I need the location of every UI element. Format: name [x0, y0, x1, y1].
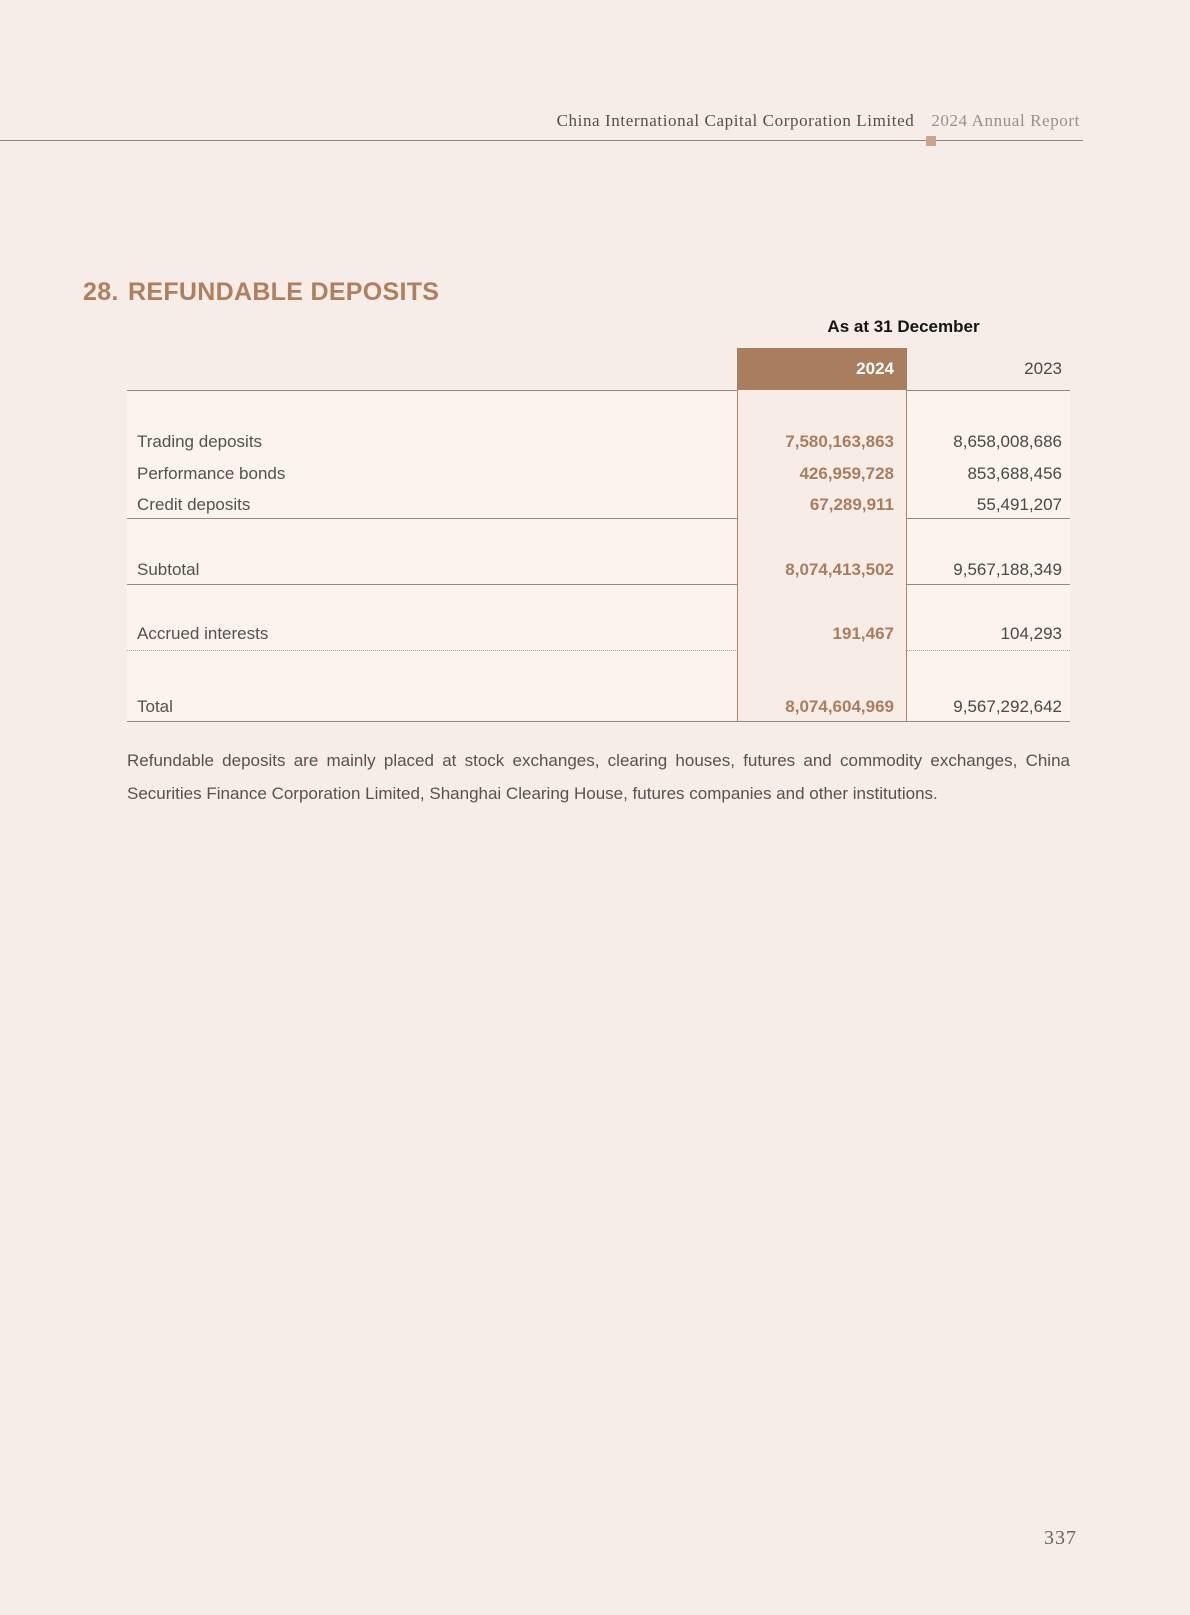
section-title-text: REFUNDABLE DEPOSITS — [128, 278, 440, 306]
table-row — [127, 459, 1070, 489]
page-number: 337 — [1044, 1527, 1077, 1549]
row-value-2024: 426,959,728 — [799, 464, 894, 483]
row-value-2023: 853,688,456 — [967, 464, 1062, 483]
refundable-deposits-table — [127, 390, 1070, 722]
row-label: Credit deposits — [137, 495, 251, 514]
table-rule-header — [127, 390, 1070, 391]
row-value-2024: 191,467 — [832, 624, 894, 643]
table-period-header: As at 31 December — [827, 317, 980, 336]
table-row-accrued-interests — [127, 619, 1070, 649]
header-company-name: China International Capital Corporation Limited — [556, 111, 915, 130]
row-value-2023: 104,293 — [1000, 624, 1062, 643]
table-row-total — [127, 692, 1070, 722]
row-value-2023: 55,491,207 — [976, 495, 1062, 514]
row-label: Subtotal — [137, 560, 200, 579]
table-rule-dotted-after-accrued — [127, 650, 1070, 651]
row-value-2023: 9,567,292,642 — [953, 697, 1062, 716]
row-value-2024: 8,074,413,502 — [785, 560, 894, 579]
section-number: 28. — [83, 278, 119, 306]
column-header-2023: 2023 — [1024, 359, 1062, 378]
section-title — [83, 278, 439, 307]
row-value-2024: 67,289,911 — [809, 495, 894, 514]
table-row-subtotal — [127, 555, 1070, 585]
table-row — [127, 427, 1070, 457]
row-value-2024: 7,580,163,863 — [785, 432, 894, 451]
row-label: Total — [137, 697, 173, 716]
row-value-2024: 8,074,604,969 — [785, 697, 894, 716]
header-rule — [0, 140, 1083, 141]
header-report-title: 2024 Annual Report — [931, 111, 1080, 130]
row-value-2023: 8,658,008,686 — [953, 432, 1062, 451]
header-square-marker — [926, 136, 936, 146]
table-row — [127, 490, 1070, 520]
row-value-2023: 9,567,188,349 — [953, 560, 1062, 579]
row-label: Accrued interests — [137, 624, 269, 643]
row-label: Performance bonds — [137, 464, 286, 483]
row-label: Trading deposits — [137, 432, 263, 451]
page-header — [557, 111, 1080, 131]
column-header-2024: 2024 — [737, 348, 907, 390]
note-paragraph: Refundable deposits are mainly placed at stock exchanges, clearing houses, futures and commodity exchanges, China Securities Finance Corporation Limited, Shanghai Clearing House, futures companies and other institutions. — [127, 751, 1070, 803]
